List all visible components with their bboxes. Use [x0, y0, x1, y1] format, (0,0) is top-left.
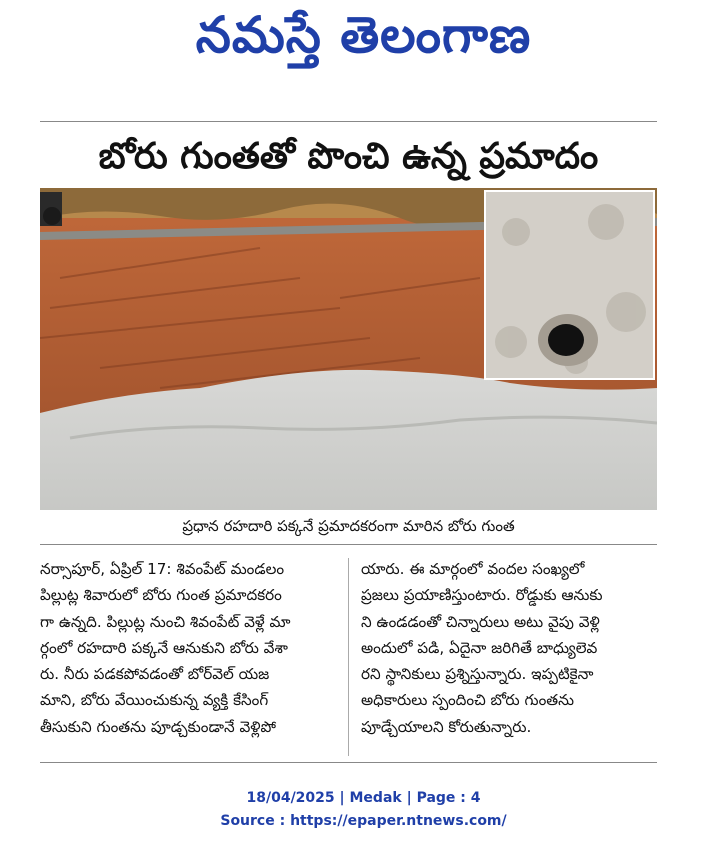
article-body-right-column [361, 556, 657, 740]
body-line: రు. నీరు పడకపోవడంతో బోర్‌వెల్ యజ [40, 665, 270, 684]
body-line: అందులో పడి, ఏదైనా జరిగితే బాధ్యులెవ [361, 638, 598, 657]
body-line: ర్గంలో రహదారి పక్కనే ఆనుకుని బోరు వేశా [40, 638, 288, 657]
article-headline: బోరు గుంతతో పొంచి ఉన్న ప్రమాదం [98, 136, 599, 177]
masthead-title: నమస్తే తెలంగాణ [195, 6, 532, 64]
divider-top [40, 121, 657, 122]
masthead-logo [0, 0, 727, 90]
photo-caption: ప్రధాన రహదారి పక్కనే ప్రమాదకరంగా మారిన బోరు గుంత [182, 517, 515, 535]
footer-source-link[interactable]: Source : https://epaper.ntnews.com/ [220, 813, 507, 829]
previous-article-cut-text [40, 92, 656, 108]
article-body-left-column [40, 556, 336, 740]
body-line: ని ఉండడంతో చిన్నారులు అటు వైపు వెళ్లి [361, 612, 600, 631]
body-line: అధికారులు స్పందించి బోరు గుంతను [361, 691, 574, 710]
inset-photo-borehole [484, 190, 655, 380]
borehole-closeup [486, 192, 653, 378]
body-line: యారు. ఈ మార్గంలో వందల సంఖ్యలో [361, 560, 585, 578]
body-line: తీసుకుని గుంతను పూడ్చకుండానే వెళ్లిపో [40, 717, 276, 736]
body-line: పూడ్చేయాలని కోరుతున్నారు. [361, 717, 532, 736]
body-line: రని స్థానికులు ప్రశ్నిస్తున్నారు. ఇప్పటికైనా [361, 665, 594, 684]
body-line: మాని, బోరు వేయించుకున్న వ్యక్తి కేసింగ్ [40, 691, 269, 710]
body-line: ప్రజలు ప్రయాణిస్తుంటారు. రోడ్డుకు ఆనుకు [361, 586, 603, 605]
body-line: గా ఉన్నది. పిల్లుట్ల నుంచి శివంపేట్ వెళ్లే మా [40, 612, 291, 631]
footer-date-line: 18/04/2025 | Medak | Page : 4 [246, 790, 481, 806]
body-line: నర్సాపూర్, ఏప్రిల్ 17: శివంపేట్ మండలం [40, 560, 285, 578]
divider-bottom [40, 762, 657, 763]
body-line: పిల్లుట్ల శివారులో బోరు గుంత ప్రమాదకరం [40, 586, 282, 605]
divider-caption [40, 544, 657, 545]
column-divider [348, 558, 349, 756]
